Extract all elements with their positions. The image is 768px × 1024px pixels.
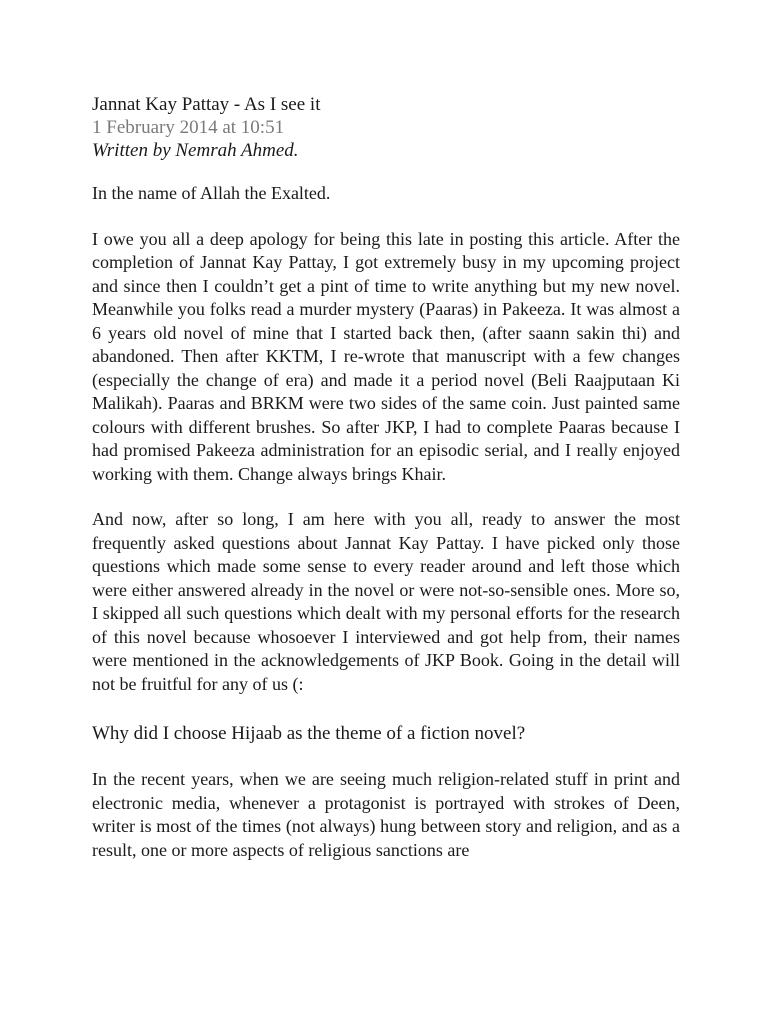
article-author: Written by Nemrah Ahmed. [92,140,299,161]
document-page [92,93,680,862]
paragraph-apology: I owe you all a deep apology for being this late in posting this article. After the completion of Jannat Kay Pattay, I got extremely busy in my upcoming project and since then I couldn’t get a pint of time to write anything but my new novel. Meanwhile you folks read a murder mystery (Paaras) in Pakeeza. It was almost a 6 years old novel of mine that I started back then, (after saann sakin thi) and abandoned. Then after KKTM, I re-wrote that manuscript with a few changes (especially the change of era) and made it a period novel (Beli Raajputaan Ki Malikah). Paaras and BRKM were two sides of the same coin. Just painted same colours with different brushes. So after JKP, I had to complete Paaras because I had promised Pakeeza administration for an episodic serial, and I really enjoyed working with them. Change always brings Khair. [92,228,680,484]
paragraph-faq-intro: And now, after so long, I am here with you all, ready to answer the most frequently asked questions about Jannat Kay Pattay. I have picked only those questions which made some sense to every reader around and left those which were either answered already in the novel or were not-so-sensible ones. More so, I skipped all such questions which dealt with my personal efforts for the research of this novel because whosoever I interviewed and got help from, their names were mentioned in the acknowledgements of JKP Book. Going in the detail will not be fruitful for any of us (: [92,509,680,694]
paragraph-recent-years: In the recent years, when we are seeing much religion-related stuff in print and electronic media, whenever a protagonist is portrayed with strokes of Deen, writer is most of the times (not always) hung between story and religion, and as a result, one or more aspects of religious sanctions are [92,769,680,860]
question-heading: Why did I choose Hijaab as the theme of a fiction novel? [92,723,526,744]
paragraph-basmala: In the name of Allah the Exalted. [92,183,331,203]
article-date: 1 February 2014 at 10:51 [92,117,285,138]
article-title: Jannat Kay Pattay - As I see it [92,94,321,115]
